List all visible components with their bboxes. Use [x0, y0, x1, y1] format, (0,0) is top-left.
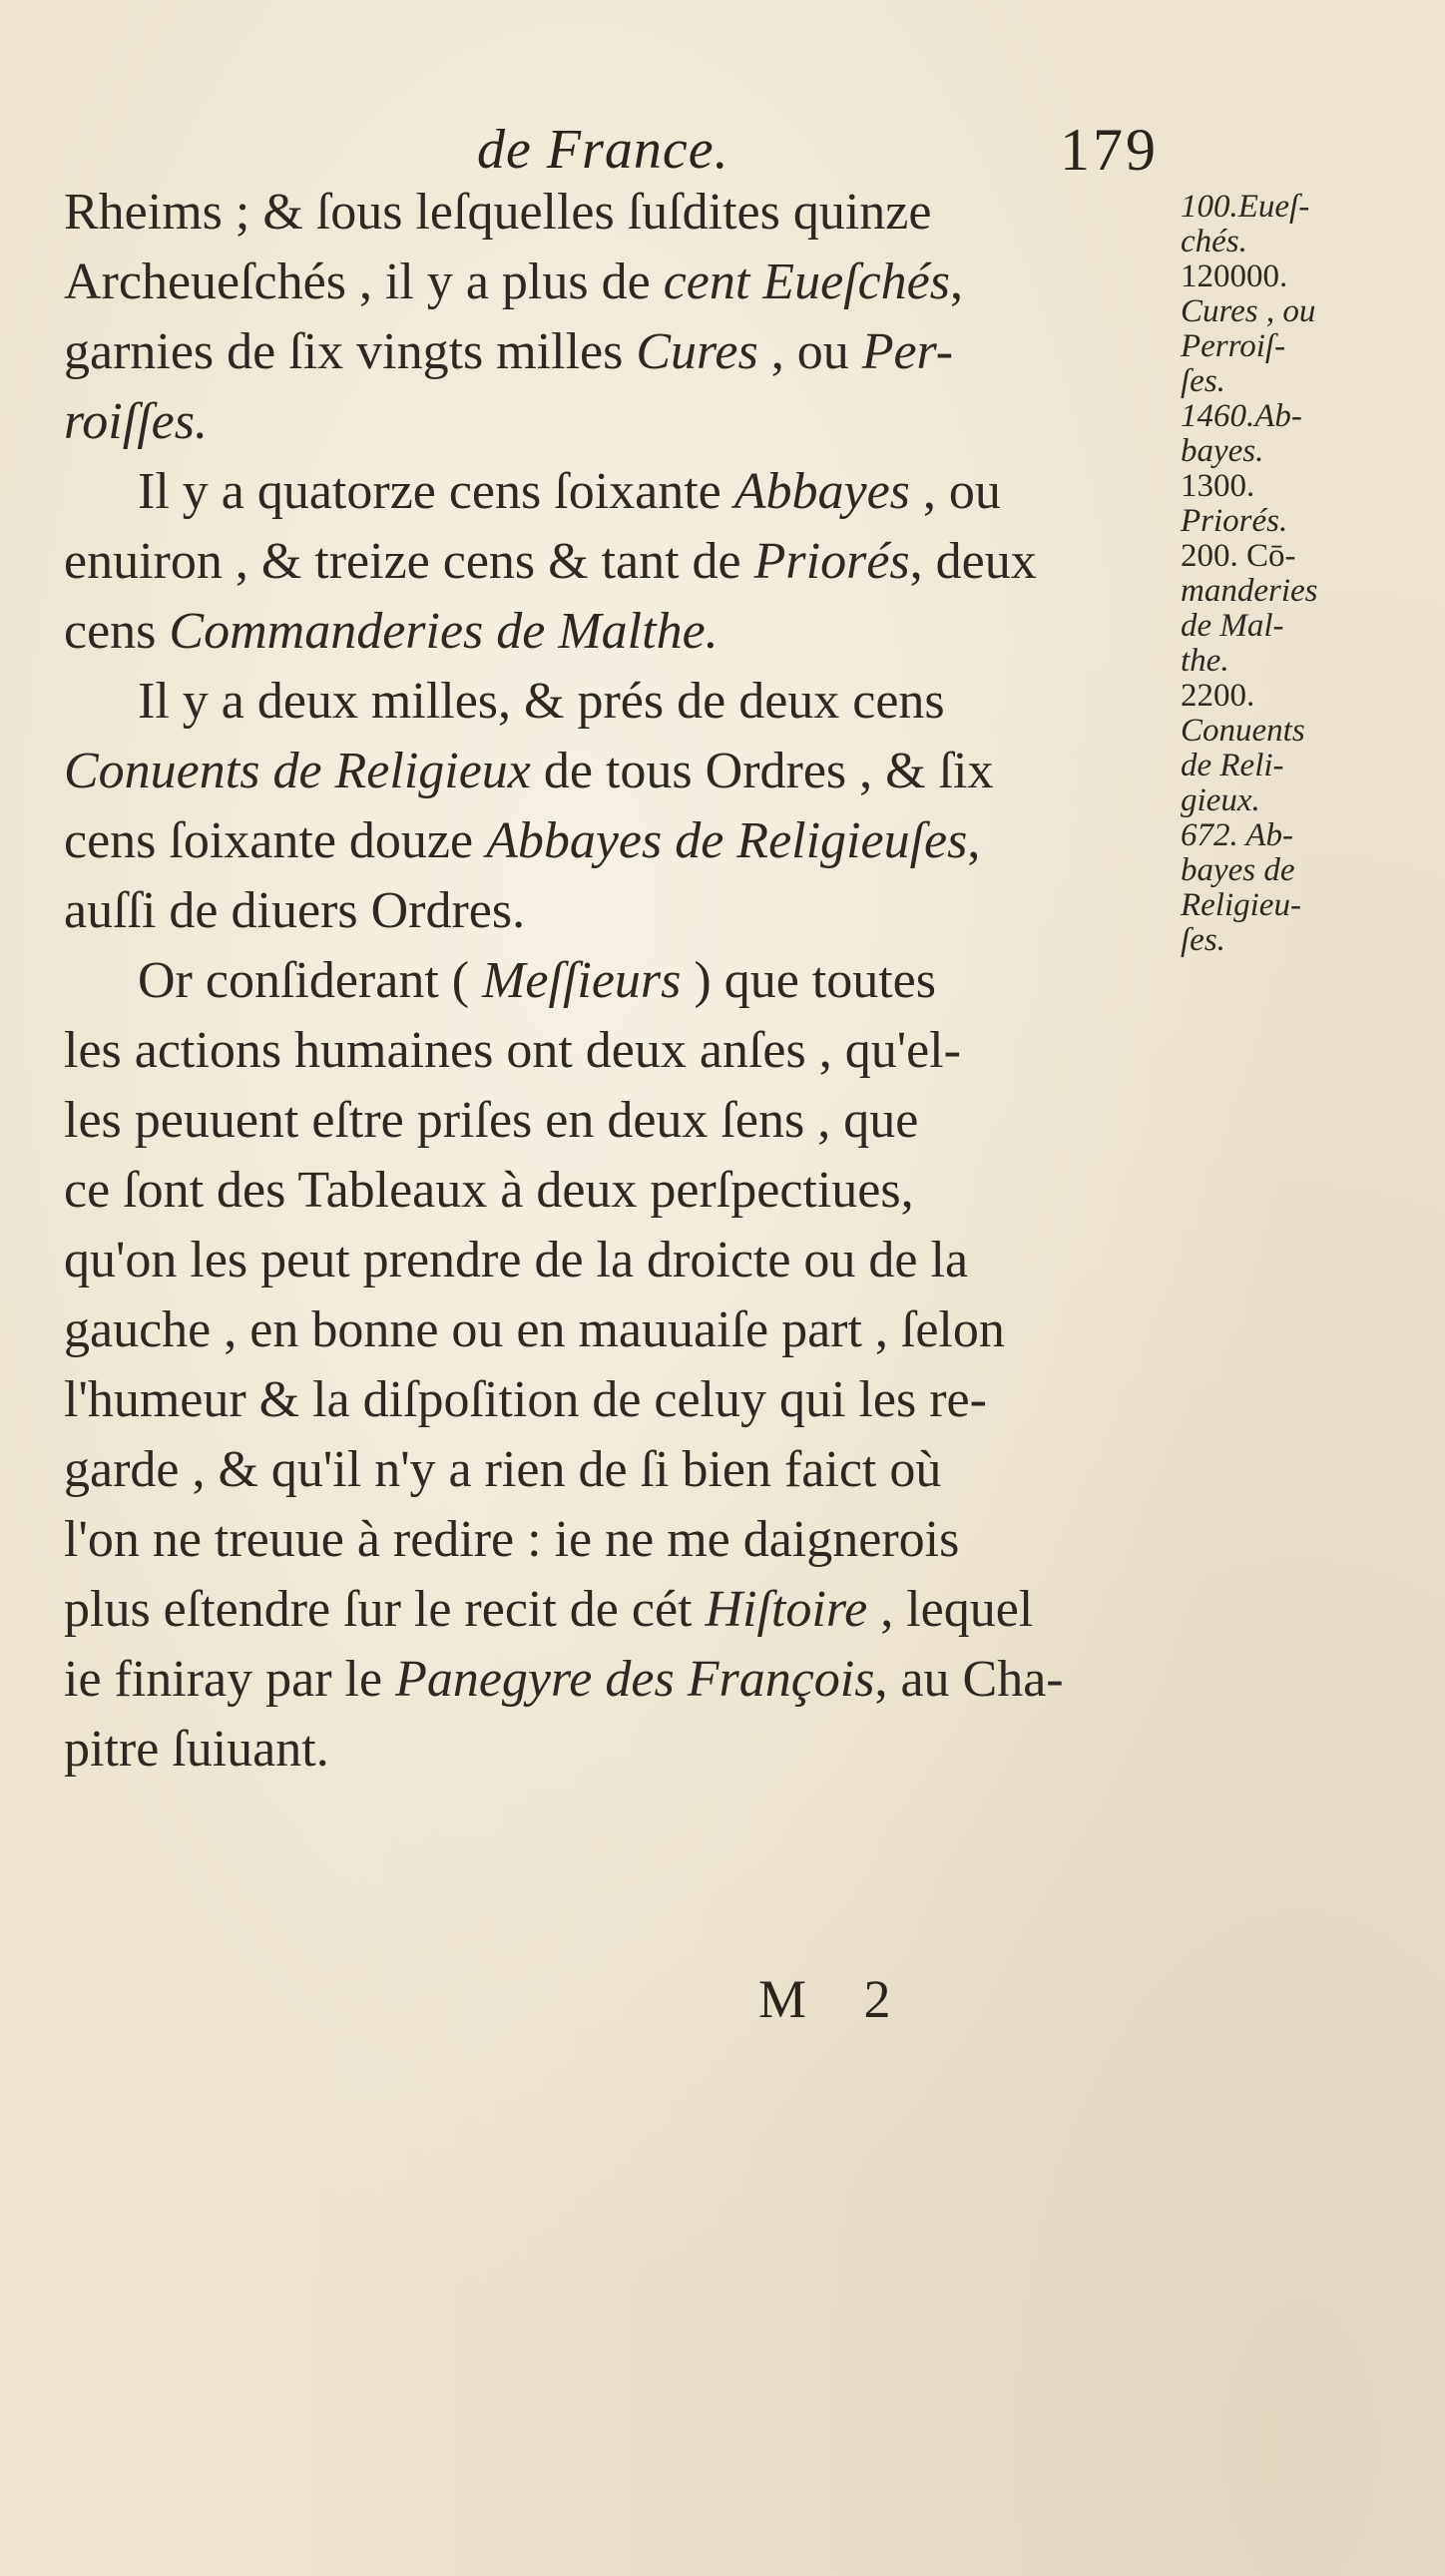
- italic-text: roiſſes.: [64, 393, 208, 450]
- roman-text: , ou: [909, 463, 1001, 520]
- margin-note-line: 200. Cō-: [1181, 538, 1296, 574]
- body-line: [64, 1645, 1172, 1715]
- body-line: [64, 1086, 1172, 1156]
- roman-text: , lequel: [867, 1581, 1034, 1638]
- roman-text: enuiron , & treize cens & tant de: [64, 533, 754, 590]
- body-text: [64, 178, 1172, 1785]
- roman-text: de tous Ordres , & ſix: [530, 743, 994, 799]
- roman-text: , ou: [757, 323, 862, 380]
- body-line: [64, 876, 1172, 946]
- roman-text: auſſi de diuers Ordres.: [64, 882, 526, 939]
- italic-text: Commanderies de Malthe.: [169, 603, 719, 660]
- margin-note-line: Cures , ou: [1181, 293, 1316, 329]
- roman-text: pitre ſuiuant.: [64, 1721, 329, 1778]
- roman-text: cens: [64, 603, 170, 660]
- margin-note-line: 100.Eueſ-: [1181, 189, 1310, 225]
- body-line: [64, 597, 1172, 667]
- roman-text: l'on ne treuue à redire : ie ne me daignerois: [64, 1511, 960, 1568]
- page-number: 179: [1060, 117, 1159, 183]
- body-line: [64, 667, 1172, 737]
- margin-note-line: Conuents: [1181, 713, 1305, 749]
- roman-text: l'humeur & la diſpoſition de celuy qui les re-: [64, 1371, 987, 1428]
- body-line: [64, 387, 1172, 457]
- italic-text: Per-: [861, 323, 954, 380]
- roman-text: Rheims ; & ſous leſquelles ſuſdites quinze: [64, 184, 932, 241]
- roman-text: , au Cha-: [874, 1651, 1064, 1708]
- italic-text: Conuents de Religieux: [64, 743, 531, 799]
- body-line: [64, 527, 1172, 597]
- margin-note-line: Priorés.: [1181, 503, 1288, 539]
- body-line: [64, 178, 1172, 248]
- margin-note-line: Religieu-: [1181, 887, 1301, 923]
- page-header: [0, 110, 1445, 183]
- roman-text: Il y a deux milles, & prés de deux cens: [138, 673, 945, 730]
- margin-note-line: bayes de: [1181, 852, 1295, 888]
- roman-text: qu'on les peut prendre de la droicte ou de la: [64, 1232, 969, 1288]
- roman-text: Il y a quatorze cens ſoixante: [138, 463, 734, 520]
- margin-note-line: bayes.: [1181, 433, 1264, 469]
- body-line: [64, 1226, 1172, 1295]
- margin-note-line: the.: [1181, 643, 1229, 679]
- margin-notes: [1181, 190, 1440, 958]
- roman-text: gauche , en bonne ou en mauuaiſe part , ſelon: [64, 1301, 1005, 1358]
- margin-note-line: 1300.: [1181, 468, 1255, 504]
- italic-text: Cures: [636, 323, 758, 380]
- body-line: [64, 248, 1172, 317]
- roman-text: cens ſoixante douze: [64, 812, 487, 869]
- body-line: [64, 806, 1172, 876]
- roman-text: Or conſiderant (: [138, 952, 483, 1009]
- running-head: de France.: [477, 119, 729, 181]
- roman-text: ce ſont des Tableaux à deux perſpectiues,: [64, 1162, 914, 1219]
- margin-note-line: de Reli-: [1181, 748, 1284, 783]
- roman-text: ) que toutes: [681, 952, 936, 1009]
- body-line: [64, 1295, 1172, 1365]
- margin-note-line: 2200.: [1181, 678, 1255, 714]
- roman-text: plus eſtendre ſur le recit de cét: [64, 1581, 706, 1638]
- body-line: [64, 1575, 1172, 1645]
- body-line: [64, 946, 1172, 1016]
- body-line: [64, 1715, 1172, 1785]
- body-line: [64, 457, 1172, 527]
- roman-text: , deux: [909, 533, 1037, 590]
- roman-text: garde , & qu'il n'y a rien de ſi bien faict où: [64, 1441, 942, 1498]
- body-line: [64, 1156, 1172, 1226]
- margin-note-line: Perroiſ-: [1181, 328, 1286, 364]
- italic-text: cent Eueſchés: [663, 254, 950, 310]
- body-line: [64, 1365, 1172, 1435]
- roman-text: ie finiray par le: [64, 1651, 396, 1708]
- body-line: [64, 1435, 1172, 1505]
- body-line: [64, 317, 1172, 387]
- body-line: [64, 737, 1172, 806]
- signature-mark: M 2: [758, 1969, 913, 2029]
- margin-note-line: 120000.: [1181, 258, 1288, 294]
- roman-text: Archeueſchés , il y a plus de: [64, 254, 664, 310]
- roman-text: les peuuent eſtre priſes en deux ſens , que: [64, 1092, 919, 1149]
- italic-text: Abbayes de Religieuſes: [486, 812, 968, 869]
- body-line: [64, 1505, 1172, 1575]
- margin-note-line: 1460.Ab-: [1181, 398, 1302, 434]
- margin-note-line: 672. Ab-: [1181, 817, 1294, 853]
- margin-note-line: ſes.: [1181, 363, 1225, 399]
- italic-text: Priorés: [753, 533, 910, 590]
- italic-text: Panegyre des François: [395, 1651, 875, 1708]
- italic-text: Meſſieurs: [482, 952, 682, 1009]
- italic-text: Hiſtoire: [705, 1581, 868, 1638]
- roman-text: garnies de ſix vingts milles: [64, 323, 637, 380]
- roman-text: les actions humaines ont deux anſes , qu'el-: [64, 1022, 961, 1079]
- roman-text: ,: [950, 254, 963, 310]
- roman-text: ,: [967, 812, 981, 869]
- margin-note-line: chés.: [1181, 224, 1247, 259]
- margin-note-line: manderies: [1181, 573, 1318, 609]
- margin-note-line: de Mal-: [1181, 608, 1284, 644]
- italic-text: Abbayes: [733, 463, 910, 520]
- body-line: [64, 1016, 1172, 1086]
- margin-note-line: ſes.: [1181, 922, 1225, 958]
- margin-note-line: gieux.: [1181, 782, 1260, 818]
